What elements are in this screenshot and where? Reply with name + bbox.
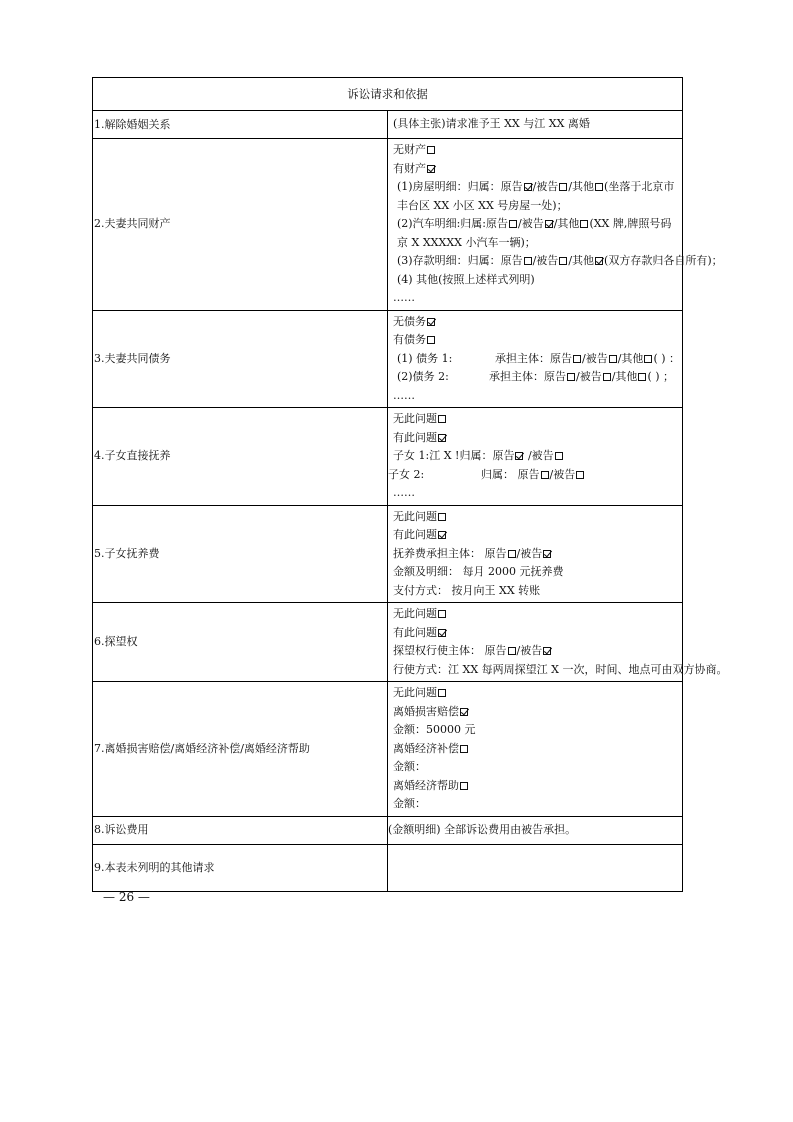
other-blank: ( ) ；: [647, 370, 675, 383]
table-row: [93, 682, 683, 817]
checkbox[interactable]: [509, 220, 517, 228]
checkbox-checked[interactable]: [427, 318, 435, 326]
checkbox-checked[interactable]: [595, 257, 603, 265]
no-issue-label: 无此问题: [393, 509, 437, 523]
child-2-label: 子女 2:: [388, 467, 425, 481]
row-label: 5.子女抚养费: [93, 505, 388, 603]
no-debt-label: 无债务: [393, 314, 426, 328]
table-row: [93, 505, 683, 603]
table-header-row: [93, 78, 683, 111]
ellipsis: ……: [393, 486, 415, 499]
checkbox-checked[interactable]: [460, 708, 468, 716]
table-row: [93, 603, 683, 682]
checkbox[interactable]: [559, 257, 567, 265]
table-row: [93, 310, 683, 408]
table-row: [93, 111, 683, 139]
row-label: 2.夫妻共同财产: [93, 139, 388, 311]
defendant-label: /被告: [524, 449, 554, 462]
defendant-label: /被告: [532, 180, 559, 193]
bearer-label: 承担主体：原告: [495, 351, 572, 365]
assistance-label: 离婚经济帮助: [393, 778, 459, 792]
child-1-label: 子女 1:江 X !归属：原告: [393, 449, 515, 462]
compensation-label: 离婚经济补偿: [393, 741, 459, 755]
deposit-description: (双方存款归各自所有)；: [604, 254, 723, 267]
custody-label: 归属： 原告: [481, 467, 540, 481]
checkbox-checked[interactable]: [438, 629, 446, 637]
checkbox[interactable]: [524, 257, 532, 265]
has-issue-label: 有此问题: [393, 430, 437, 444]
checkbox-checked[interactable]: [515, 452, 523, 460]
has-issue-label: 有此问题: [393, 528, 437, 541]
checkbox-checked[interactable]: [438, 434, 446, 442]
other-label: /其他: [553, 217, 580, 230]
assistance-amount-text: 金额：: [393, 797, 426, 810]
row-content: [388, 310, 683, 408]
checkbox[interactable]: [438, 415, 446, 423]
checkbox-checked[interactable]: [543, 647, 551, 655]
other-label: /其他: [568, 254, 595, 267]
litigation-fee-text: (金额明细) 全部诉讼费用由被告承担。: [388, 822, 577, 836]
damages-label: 离婚损害赔偿: [393, 704, 459, 718]
has-debt-label: 有债务: [393, 333, 426, 346]
row-content: [388, 816, 683, 844]
checkbox[interactable]: [460, 745, 468, 753]
checkbox[interactable]: [541, 471, 549, 479]
checkbox[interactable]: [567, 373, 575, 381]
defendant-label: /被告: [516, 644, 543, 657]
table-title: 诉讼请求和依据: [93, 78, 683, 111]
visitation-holder-label: 探望权行使主体： 原告: [393, 644, 507, 657]
checkbox[interactable]: [427, 146, 435, 154]
other-blank: ( ) ：: [653, 351, 681, 365]
defendant-label: /被告: [532, 254, 559, 267]
checkbox[interactable]: [573, 355, 581, 363]
other-label: /其他: [611, 370, 638, 383]
car-description: (XX 牌,牌照号码京 X XXXXX 小汽车一辆)；: [397, 217, 672, 249]
row-content: [388, 408, 683, 506]
row-label: 6.探望权: [93, 603, 388, 682]
row-content: [388, 505, 683, 603]
bearer-label: 承担主体：原告: [489, 370, 566, 383]
debt-2-label: (2)债务 2:: [397, 370, 449, 383]
checkbox[interactable]: [644, 355, 652, 363]
checkbox[interactable]: [559, 183, 567, 191]
row-label: 8.诉讼费用: [93, 816, 388, 844]
page-number: — 26 —: [103, 890, 150, 904]
defendant-label: /被告: [549, 467, 576, 481]
table-row: [93, 816, 683, 844]
deposit-detail-label: (3)存款明细：归属：原告: [397, 254, 523, 267]
checkbox[interactable]: [438, 689, 446, 697]
row-label: 7.离婚损害赔偿/离婚经济补偿/离婚经济帮助: [93, 682, 388, 817]
row-content: [388, 844, 683, 891]
checkbox[interactable]: [438, 610, 446, 618]
debt-1-label: (1) 债务 1:: [397, 351, 453, 365]
row-label: 1.解除婚姻关系: [93, 111, 388, 139]
table-row: [93, 408, 683, 506]
checkbox[interactable]: [603, 373, 611, 381]
other-property-text: (4) 其他(按照上述样式列明): [397, 272, 535, 286]
has-property-label: 有财产: [393, 161, 426, 175]
no-issue-label: 无此问题: [393, 686, 437, 699]
checkbox[interactable]: [595, 183, 603, 191]
row-content: [388, 111, 683, 139]
visitation-method-text: 行使方式：江 XX 每两周探望江 X 一次，时间、地点可由双方协商。: [393, 662, 728, 676]
checkbox[interactable]: [609, 355, 617, 363]
no-property-label: 无财产: [393, 143, 426, 156]
checkbox-checked[interactable]: [545, 220, 553, 228]
support-amount-text: 金额及明细： 每月 2000 元抚养费: [393, 565, 564, 578]
checkbox[interactable]: [508, 550, 516, 558]
checkbox-checked[interactable]: [427, 165, 435, 173]
row-content: [388, 139, 723, 311]
table-row: [93, 139, 683, 311]
ellipsis: ……: [393, 388, 415, 402]
row-label: 4.子女直接抚养: [93, 408, 388, 506]
payment-method-text: 支付方式： 按月向王 XX 转账: [393, 583, 541, 597]
checkbox[interactable]: [460, 782, 468, 790]
checkbox-checked[interactable]: [524, 183, 532, 191]
other-label: /其他: [568, 180, 595, 193]
car-detail-label: (2)汽车明细:归属:原告: [397, 217, 508, 230]
checkbox[interactable]: [438, 513, 446, 521]
other-label: /其他: [617, 351, 644, 365]
defendant-label: /被告: [516, 546, 543, 560]
no-issue-label: 无此问题: [393, 607, 437, 620]
row-label: 3.夫妻共同债务: [93, 310, 388, 408]
defendant-label: /被告: [576, 370, 602, 383]
house-description: (坐落于北京市丰台区 XX 小区 XX 号房屋一处)；: [397, 180, 675, 212]
checkbox[interactable]: [427, 336, 435, 344]
checkbox[interactable]: [638, 373, 646, 381]
checkbox[interactable]: [508, 647, 516, 655]
checkbox-checked[interactable]: [543, 550, 551, 558]
row-content: [388, 682, 683, 817]
house-detail-label: (1)房屋明细：归属：原告: [397, 180, 523, 193]
checkbox[interactable]: [576, 471, 584, 479]
checkbox[interactable]: [555, 452, 563, 460]
checkbox-checked[interactable]: [438, 531, 446, 539]
defendant-label: /被告: [582, 351, 608, 365]
divorce-claim-text: (具体主张)请求准予王 XX 与江 XX 离婚: [393, 117, 590, 131]
row-label: 9.本表未列明的其他请求: [93, 844, 388, 891]
checkbox[interactable]: [580, 220, 588, 228]
row-content: [388, 603, 728, 682]
compensation-amount-text: 金额：: [393, 760, 426, 773]
no-issue-label: 无此问题: [393, 412, 437, 425]
defendant-label: /被告: [518, 217, 544, 230]
has-issue-label: 有此问题: [393, 625, 437, 639]
ellipsis: ……: [393, 291, 415, 304]
table-row: [93, 844, 683, 891]
support-bearer-label: 抚养费承担主体： 原告: [393, 546, 507, 560]
claims-table: [92, 77, 728, 892]
damages-amount-text: 金额：50000 元: [393, 723, 476, 736]
